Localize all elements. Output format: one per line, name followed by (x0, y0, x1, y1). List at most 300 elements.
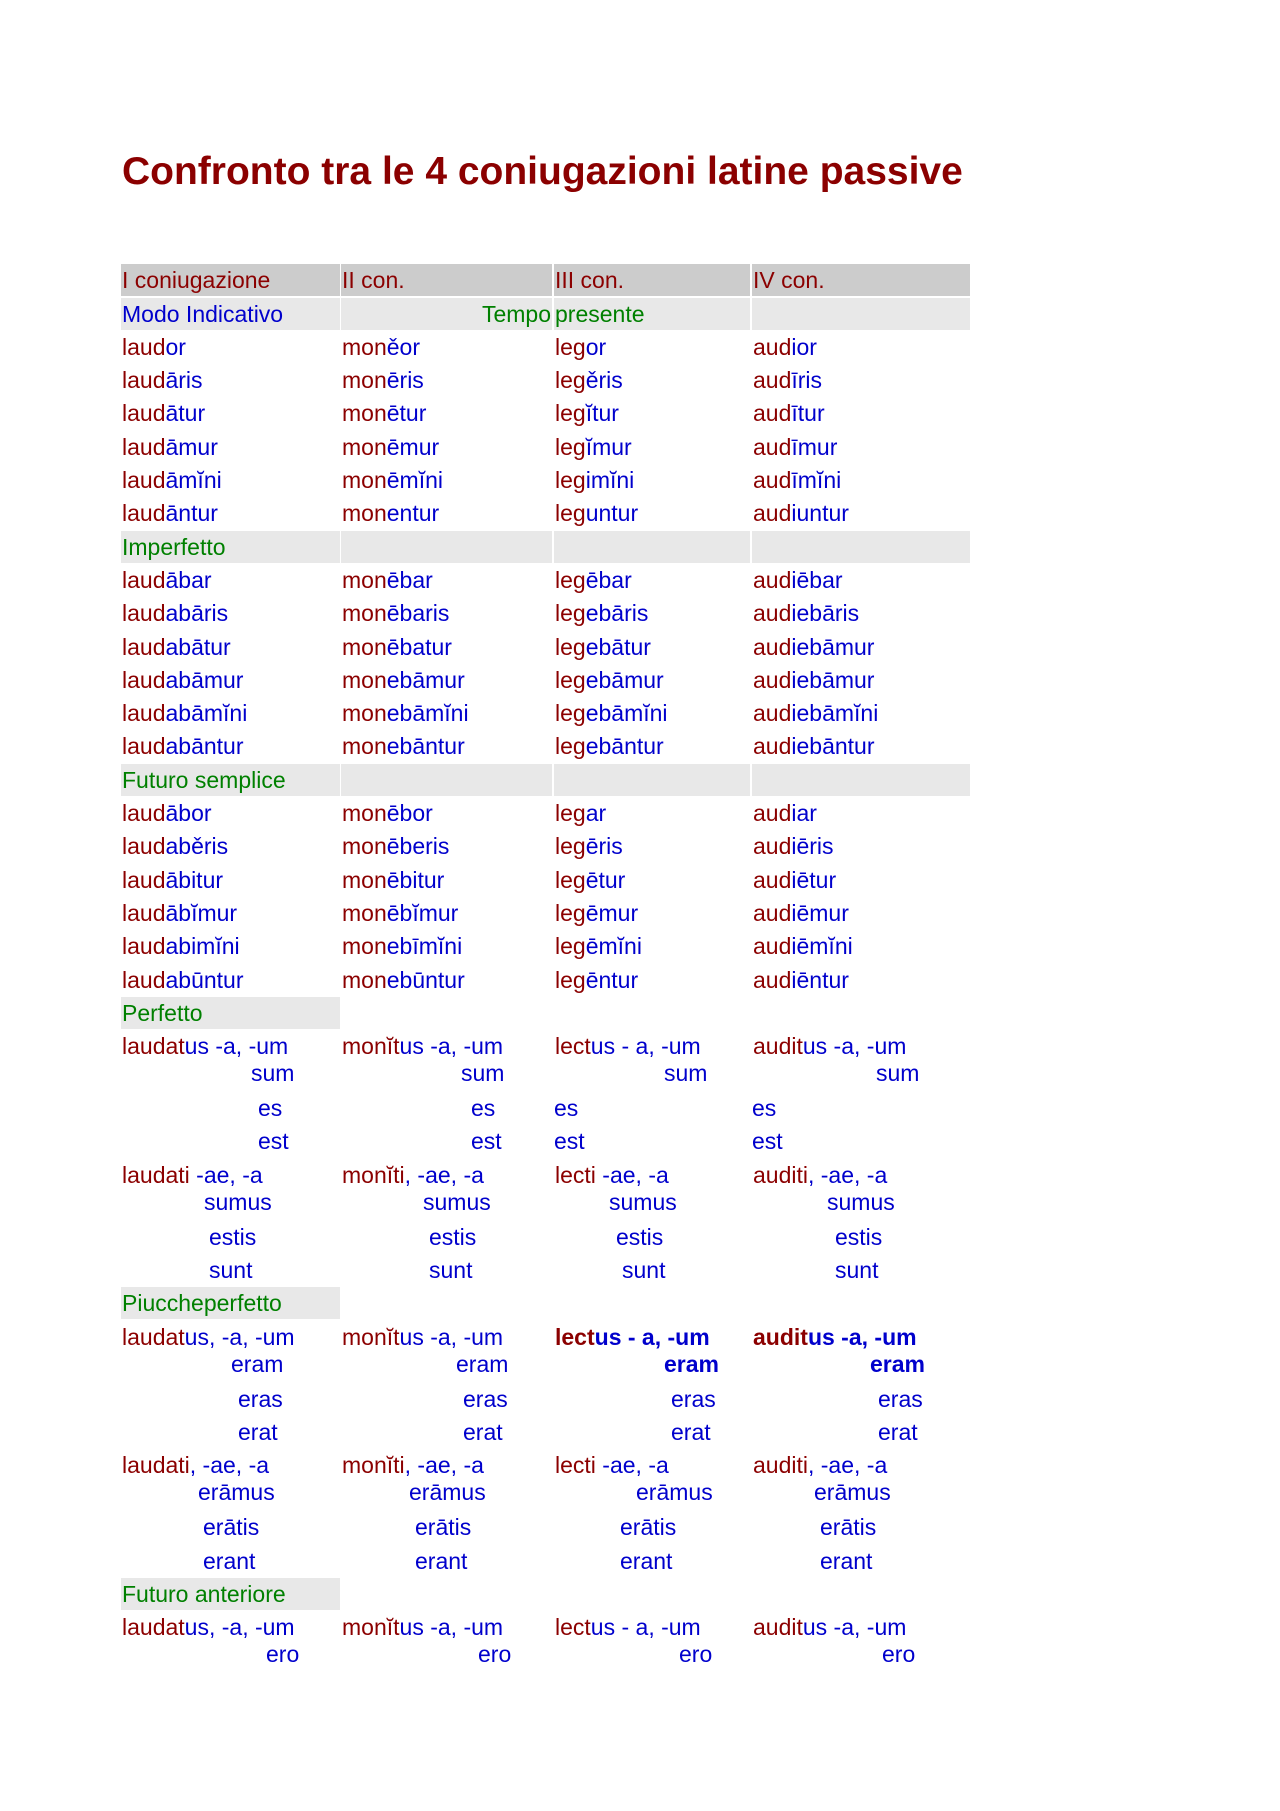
form-cell (752, 664, 970, 696)
form-cell (752, 964, 970, 996)
form-cell (121, 331, 340, 363)
auxiliary-verb: erant (203, 1547, 256, 1574)
form-cell (752, 597, 970, 629)
futuro-row (121, 964, 969, 997)
auxiliary-verb: sumus (609, 1188, 677, 1215)
auxiliary-verb: erat (238, 1418, 278, 1445)
auxiliary-verb: es (471, 1095, 496, 1122)
form-stem: laud (122, 433, 166, 460)
auxiliary-verb: sum (461, 1060, 505, 1087)
form-cell (121, 697, 340, 729)
form-stem: laud (122, 367, 166, 394)
form-cell (554, 631, 750, 663)
participle-stem: lect (555, 1323, 595, 1350)
form-stem: mon (342, 433, 387, 460)
auxiliary-verb: sumus (827, 1188, 895, 1215)
section-label: Piuccheperfetto (121, 1287, 340, 1319)
form-ending: or (165, 333, 186, 360)
form-stem: aud (753, 700, 792, 727)
presente-row (121, 497, 969, 530)
participle-ending: us -a, -um (399, 1614, 504, 1641)
participle-stem: audit (753, 1323, 808, 1350)
auxiliary-verb: erāmus (198, 1479, 275, 1506)
form-stem: mon (342, 700, 387, 727)
form-ending: abāris (165, 600, 229, 627)
form-ending: iebāmĭni (791, 700, 879, 727)
form-ending: ĭtur (585, 400, 619, 427)
auxiliary-verb: sunt (835, 1257, 879, 1284)
presente-row (121, 464, 969, 497)
form-cell (121, 730, 340, 762)
section-blank-cell (554, 531, 750, 563)
auxiliary-verb: erātis (820, 1514, 877, 1541)
piucche-section-row (121, 1287, 969, 1320)
form-stem: laud (122, 566, 166, 593)
form-cell (554, 364, 750, 396)
auxiliary-verb: ero (266, 1641, 300, 1668)
form-cell (341, 964, 552, 996)
form-cell (341, 464, 552, 496)
auxiliary-verb: ero (478, 1641, 512, 1668)
form-stem: leg (555, 666, 586, 693)
auxiliary-verb: sunt (429, 1257, 473, 1284)
form-cell (341, 730, 552, 762)
form-stem: aud (753, 333, 792, 360)
form-stem: mon (342, 833, 387, 860)
form-cell (554, 331, 750, 363)
participle-ending: us, -a, -um (184, 1323, 295, 1350)
auxiliary-verb: eram (664, 1350, 719, 1377)
form-ending: ābĭmur (165, 899, 238, 926)
participle-ending: , -ae, -a (404, 1452, 484, 1479)
presente-row (121, 331, 969, 364)
form-stem: leg (555, 367, 586, 394)
form-cell (341, 231, 552, 263)
form-cell (341, 631, 552, 663)
form-ending: abāntur (165, 733, 244, 760)
form-stem: laud (122, 467, 166, 494)
participle-stem: audit (753, 1033, 803, 1060)
imperfetto-row (121, 664, 969, 697)
form-ending: entur (386, 500, 440, 527)
form-ending: ēris (386, 367, 424, 394)
form-ending: ēbaris (386, 600, 450, 627)
form-ending: ēbatur (386, 633, 452, 660)
form-ending: iuntur (791, 500, 849, 527)
form-stem: aud (753, 966, 792, 993)
form-cell (121, 397, 340, 429)
piucche-singular-aux (121, 1416, 969, 1449)
form-ending: ior (791, 333, 817, 360)
piucche-singular (121, 1321, 969, 1383)
auxiliary-verb: erāmus (636, 1479, 713, 1506)
form-cell (554, 464, 750, 496)
auxiliary-verb: ero (679, 1641, 713, 1668)
form-ending: ētur (585, 866, 626, 893)
auxiliary-verb: eras (463, 1385, 508, 1412)
form-ending: iebāris (791, 600, 860, 627)
form-stem: mon (342, 333, 387, 360)
form-cell (341, 930, 552, 962)
form-cell (121, 364, 340, 396)
imperfetto-row (121, 631, 969, 664)
form-stem: aud (753, 566, 792, 593)
auxiliary-verb: erant (415, 1547, 468, 1574)
participle-stem: monĭt (342, 1033, 400, 1060)
form-cell (341, 830, 552, 862)
form-cell (554, 897, 750, 929)
form-stem: aud (753, 633, 792, 660)
form-cell (341, 864, 552, 896)
section-blank-cell (341, 531, 552, 563)
auxiliary-verb: est (752, 1128, 783, 1155)
form-stem: leg (555, 833, 586, 860)
form-stem: mon (342, 933, 387, 960)
form-cell (554, 730, 750, 762)
form-cell (752, 397, 970, 429)
form-ending: īmĭni (791, 467, 842, 494)
form-stem: laud (122, 666, 166, 693)
form-cell (554, 964, 750, 996)
auxiliary-verb: erant (820, 1547, 873, 1574)
form-stem: laud (122, 500, 166, 527)
form-ending: ēbitur (386, 866, 445, 893)
form-cell (554, 830, 750, 862)
form-stem: mon (342, 633, 387, 660)
conjugation-header: I coniugazione (121, 264, 340, 296)
form-stem: mon (342, 400, 387, 427)
form-ending: ěor (386, 333, 420, 360)
form-stem: laud (122, 899, 166, 926)
form-stem: mon (342, 866, 387, 893)
form-ending: ēbar (585, 566, 632, 593)
form-cell (554, 497, 750, 529)
form-cell (554, 697, 750, 729)
form-ending: ar (585, 800, 607, 827)
form-stem: aud (753, 833, 792, 860)
form-ending: ebāmĭni (386, 700, 469, 727)
conjugation-header: III con. (554, 264, 750, 296)
form-ending: iēmĭni (791, 933, 853, 960)
form-stem: aud (753, 666, 792, 693)
form-ending: abimĭni (165, 933, 240, 960)
perfetto-singular (121, 1030, 969, 1092)
form-stem: laud (122, 733, 166, 760)
form-stem: mon (342, 666, 387, 693)
participle-stem: laudati (122, 1452, 190, 1479)
perfetto-singular-aux (121, 1125, 969, 1158)
participle-stem: lect (555, 1033, 591, 1060)
auxiliary-verb: eram (231, 1350, 284, 1377)
tempo-blank-cell (752, 298, 970, 330)
form-ending: aběris (165, 833, 229, 860)
form-stem: leg (555, 467, 586, 494)
participle-cell (752, 1611, 970, 1643)
form-stem: leg (555, 566, 586, 593)
section-blank-cell (554, 764, 750, 796)
form-cell (752, 697, 970, 729)
piucche-plural-aux (121, 1545, 969, 1578)
form-cell (752, 864, 970, 896)
form-stem: laud (122, 833, 166, 860)
form-cell (121, 464, 340, 496)
form-stem: mon (342, 500, 387, 527)
auxiliary-verb: sum (251, 1060, 295, 1087)
imperfetto-section-row (121, 531, 969, 564)
form-stem: leg (555, 633, 586, 660)
form-ending: iēmur (791, 899, 849, 926)
form-ending: iebāntur (791, 733, 875, 760)
participle-cell (554, 1611, 750, 1643)
futuro-row (121, 864, 969, 897)
participle-cell (554, 1030, 750, 1062)
form-cell (554, 231, 750, 263)
participle-stem: lecti (555, 1452, 596, 1479)
form-ending: ātur (165, 400, 206, 427)
piucche-plural-aux (121, 1511, 969, 1544)
form-stem: leg (555, 866, 586, 893)
participle-stem: laudati (122, 1161, 190, 1188)
auxiliary-verb: sum (876, 1060, 920, 1087)
form-ending: imĭni (585, 467, 635, 494)
auxiliary-verb: sumus (423, 1188, 491, 1215)
form-cell (752, 897, 970, 929)
form-ending: ēmĭni (386, 467, 443, 494)
participle-stem: laudat (122, 1614, 185, 1641)
form-cell (752, 930, 970, 962)
form-stem: leg (555, 333, 586, 360)
form-stem: mon (342, 800, 387, 827)
mood-label: Modo Indicativo (121, 298, 340, 330)
form-ending: īmur (791, 433, 838, 460)
section-label: Imperfetto (121, 531, 340, 563)
perfetto-plural-aux (121, 1221, 969, 1254)
form-stem: mon (342, 467, 387, 494)
form-cell (121, 897, 340, 929)
section-blank-cell (752, 531, 970, 563)
form-cell (752, 497, 970, 529)
form-stem: aud (753, 733, 792, 760)
conjugation-table (121, 231, 969, 1673)
form-cell (341, 664, 552, 696)
form-ending: iēbar (791, 566, 843, 593)
auxiliary-verb: erāmus (409, 1479, 486, 1506)
form-cell (554, 397, 750, 429)
form-stem: laud (122, 933, 166, 960)
form-cell (341, 431, 552, 463)
piucche-singular-aux (121, 1383, 969, 1416)
imperfetto-row (121, 597, 969, 630)
auxiliary-verb: erātis (415, 1514, 472, 1541)
form-stem: aud (753, 899, 792, 926)
form-ending: ēberis (386, 833, 450, 860)
form-ending: ētur (386, 400, 427, 427)
form-cell (341, 497, 552, 529)
form-cell (121, 564, 340, 596)
participle-ending: , -ae, -a (404, 1161, 484, 1188)
participle-stem: monĭti (342, 1452, 405, 1479)
form-stem: aud (753, 866, 792, 893)
form-stem: aud (753, 600, 792, 627)
auxiliary-verb: es (554, 1095, 579, 1122)
mood-tense-row (121, 298, 969, 331)
form-cell (121, 930, 340, 962)
participle-cell (121, 1030, 340, 1062)
participle-ending: us, -a, -um (184, 1614, 295, 1641)
participle-ending: -ae, -a (189, 1161, 263, 1188)
auxiliary-verb: sum (664, 1060, 708, 1087)
form-ending: ābar (165, 566, 212, 593)
form-ending: ebāmur (585, 666, 664, 693)
form-ending: ēbor (386, 800, 433, 827)
form-ending: iebāmur (791, 633, 875, 660)
auxiliary-verb: eram (870, 1350, 925, 1377)
form-cell (121, 830, 340, 862)
form-cell (341, 697, 552, 729)
auxiliary-verb: erat (463, 1418, 503, 1445)
auxiliary-verb: estis (429, 1223, 477, 1250)
form-stem: aud (753, 500, 792, 527)
form-ending: abāmur (165, 666, 244, 693)
auxiliary-verb: est (554, 1128, 585, 1155)
form-stem: aud (753, 467, 792, 494)
participle-ending: us -a, -um (399, 1033, 504, 1060)
form-ending: ebūntur (386, 966, 465, 993)
participle-ending: -ae, -a (595, 1161, 669, 1188)
participle-cell (341, 1321, 552, 1353)
participle-ending: us - a, -um (594, 1323, 710, 1350)
presente-row (121, 431, 969, 464)
form-ending: ebātur (585, 633, 651, 660)
form-cell (341, 331, 552, 363)
form-stem: leg (555, 933, 586, 960)
form-ending: ěris (585, 367, 623, 394)
form-ending: āmĭni (165, 467, 222, 494)
form-cell (752, 730, 970, 762)
tempo-cell (341, 298, 552, 330)
form-cell (121, 964, 340, 996)
auxiliary-verb: estis (616, 1223, 664, 1250)
participle-stem: laudat (122, 1033, 185, 1060)
form-cell (554, 664, 750, 696)
form-cell (554, 431, 750, 463)
auxiliary-verb: es (752, 1095, 777, 1122)
form-stem: laud (122, 800, 166, 827)
participle-cell (752, 1321, 970, 1353)
form-ending: or (585, 333, 607, 360)
form-ending: iar (791, 800, 817, 827)
participle-ending: us - a, -um (590, 1033, 701, 1060)
futuro-row (121, 797, 969, 830)
futuro-section-row (121, 764, 969, 797)
perfetto-plural (121, 1159, 969, 1221)
form-ending: untur (585, 500, 639, 527)
form-ending: ebāmĭni (585, 700, 668, 727)
form-cell (341, 564, 552, 596)
imperfetto-row (121, 564, 969, 597)
participle-stem: monĭt (342, 1323, 400, 1350)
auxiliary-verb: erat (671, 1418, 711, 1445)
form-ending: iēris (791, 833, 834, 860)
auxiliary-verb: sunt (209, 1257, 253, 1284)
form-ending: ābor (165, 800, 212, 827)
participle-ending: us -a, -um (184, 1033, 289, 1060)
imperfetto-row (121, 697, 969, 730)
form-stem: aud (753, 367, 792, 394)
form-cell (752, 564, 970, 596)
form-cell (121, 431, 340, 463)
auxiliary-verb: es (258, 1095, 283, 1122)
section-label: Futuro semplice (121, 764, 340, 796)
form-stem: mon (342, 899, 387, 926)
auxiliary-verb: est (471, 1128, 502, 1155)
form-ending: ābitur (165, 866, 224, 893)
participle-stem: audit (753, 1614, 803, 1641)
form-stem: laud (122, 966, 166, 993)
form-ending: ebāris (585, 600, 649, 627)
auxiliary-verb: ero (882, 1641, 916, 1668)
participle-cell (554, 1321, 750, 1353)
form-ending: āmur (165, 433, 218, 460)
form-ending: abātur (165, 633, 231, 660)
form-cell (121, 797, 340, 829)
auxiliary-verb: erātis (203, 1514, 260, 1541)
form-ending: ebāmur (386, 666, 465, 693)
form-cell (752, 231, 970, 263)
form-ending: ēmur (386, 433, 440, 460)
form-stem: laud (122, 700, 166, 727)
participle-stem: auditi (753, 1161, 808, 1188)
form-cell (341, 364, 552, 396)
participle-ending: us -a, -um (399, 1323, 504, 1350)
auxiliary-verb: sunt (622, 1257, 666, 1284)
auxiliary-verb: est (258, 1128, 289, 1155)
participle-cell (341, 1030, 552, 1062)
perfetto-section-row (121, 997, 969, 1030)
conjugation-header: II con. (341, 264, 552, 296)
form-stem: leg (555, 600, 586, 627)
form-stem: mon (342, 966, 387, 993)
form-ending: ebāntur (386, 733, 465, 760)
futuro-row (121, 930, 969, 963)
form-cell (752, 431, 970, 463)
participle-cell (341, 1611, 552, 1643)
form-cell (752, 797, 970, 829)
form-ending: ēmĭni (585, 933, 642, 960)
form-ending: ēntur (585, 966, 639, 993)
participle-ending: , -ae, -a (807, 1161, 888, 1188)
form-cell (554, 930, 750, 962)
participle-ending: , -ae, -a (189, 1452, 270, 1479)
form-stem: leg (555, 733, 586, 760)
form-cell (554, 864, 750, 896)
infinitive-row (121, 231, 969, 264)
form-stem: leg (555, 700, 586, 727)
form-cell (341, 597, 552, 629)
participle-ending: , -ae, -a (807, 1452, 888, 1479)
form-ending: ēbar (386, 566, 433, 593)
participle-ending: -ae, -a (595, 1452, 669, 1479)
perfetto-plural-aux (121, 1254, 969, 1287)
form-cell (121, 497, 340, 529)
participle-ending: us -a, -um (807, 1323, 917, 1350)
form-ending: ītur (791, 400, 825, 427)
form-cell (121, 231, 340, 263)
imperfetto-row (121, 730, 969, 763)
form-stem: leg (555, 899, 586, 926)
form-stem: laud (122, 333, 166, 360)
tense-label: Tempo (481, 300, 551, 327)
